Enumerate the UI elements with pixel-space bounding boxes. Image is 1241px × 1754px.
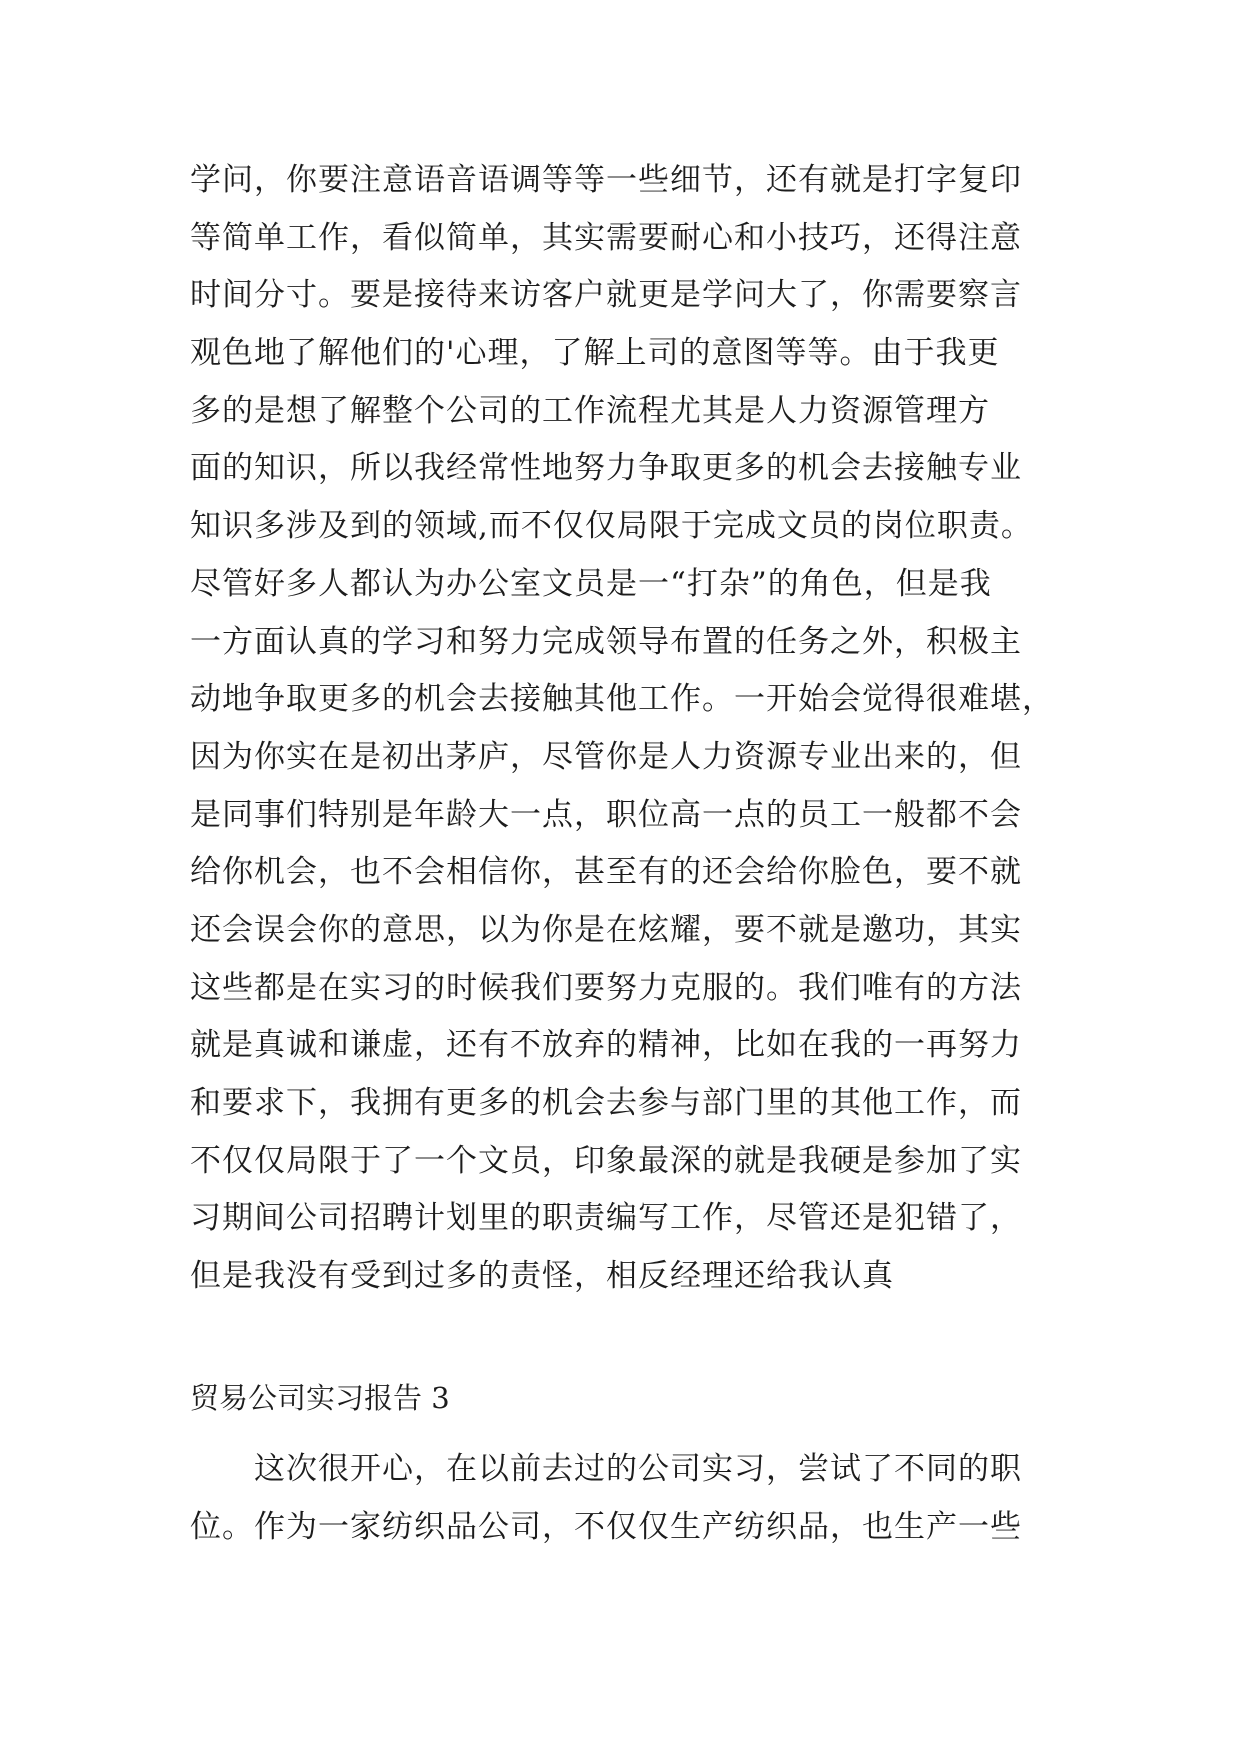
text-line: 位。作为一家纺织品公司，不仅仅生产纺织品，也生产一些 [190, 1508, 1022, 1545]
text-line: 这些都是在实习的时候我们要努力克服的。我们唯有的方法 [190, 969, 1022, 1006]
text-line: 学问，你要注意语音语调等等一些细节，还有就是打字复印 [190, 162, 1022, 198]
text-line: 时间分寸。要是接待来访客户就更是学问大了，你需要察言 [190, 277, 1022, 314]
body-paragraph [190, 152, 1070, 1306]
text-line: 这次很开心，在以前去过的公司实习，尝试了不同的职 [190, 1451, 1022, 1487]
text-line: 和要求下，我拥有更多的机会去参与部门里的其他工作，而 [190, 1085, 1022, 1121]
text-line: 一方面认真的学习和努力完成领导布置的任务之外，积极主 [190, 623, 1022, 660]
text-line: 还会误会你的意思，以为你是在炫耀，要不就是邀功，其实 [190, 911, 1022, 948]
text-line: 是同事们特别是年龄大一点，职位高一点的员工一般都不会 [190, 796, 1022, 833]
text-line: 但是我没有受到过多的责怪，相反经理还给我认真 [190, 1258, 894, 1295]
section-heading: 贸易公司实习报告 3 [190, 1381, 450, 1415]
text-line: 观色地了解他们的'心理，了解上司的意图等等。由于我更 [190, 335, 1000, 372]
text-line: 知识多涉及到的领域,而不仅仅局限于完成文员的岗位职责。 [190, 508, 1033, 545]
text-line: 动地争取更多的机会去接触其他工作。一开始会觉得很难堪， [190, 681, 1054, 718]
text-line: 习期间公司招聘计划里的职责编写工作，尽管还是犯错了， [190, 1200, 1022, 1237]
text-line: 面的知识，所以我经常性地努力争取更多的机会去接触专业 [190, 450, 1022, 487]
text-line: 就是真诚和谦虚，还有不放弃的精神，比如在我的一再努力 [190, 1027, 1022, 1064]
text-line: 给你机会，也不会相信你，甚至有的还会给你脸色，要不就 [190, 854, 1022, 891]
text-line: 多的是想了解整个公司的工作流程尤其是人力资源管理方 [190, 392, 990, 429]
text-line: 等简单工作，看似简单，其实需要耐心和小技巧，还得注意 [190, 219, 1022, 256]
text-line: 因为你实在是初出茅庐，尽管你是人力资源专业出来的，但 [190, 738, 1022, 775]
text-line: 尽管好多人都认为办公室文员是一“打杂”的角色，但是我 [190, 565, 992, 602]
text-line: 不仅仅局限于了一个文员，印象最深的就是我硬是参加了实 [190, 1142, 1022, 1179]
body-paragraph [190, 1440, 1070, 1555]
